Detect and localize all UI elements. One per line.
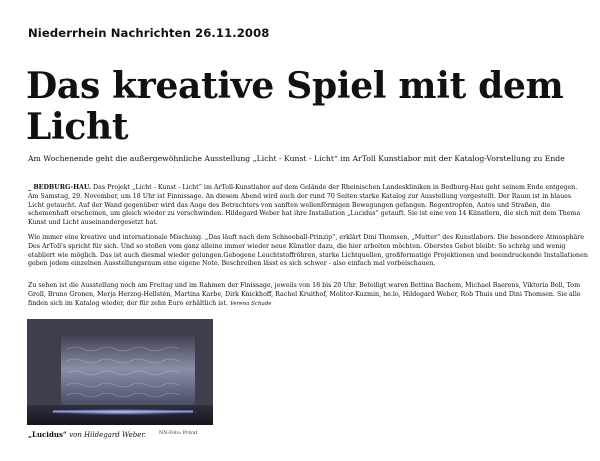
- dateline: _ BEDBURG-HAU.: [28, 184, 92, 191]
- subheadline: Am Wochenende geht die außergewöhnliche Ausstellung „Licht - Kunst - Licht“ im ArToll Kunstlabor mit der Katalog-Vorstellung zu Ende: [28, 154, 565, 163]
- paragraph-1-text: Das Projekt „Licht - Kunst - Licht“ im ArToll-Kunstlabor auf dem Gelände der Rheinischen Landeskliniken in Bedburg-Hau geht seinem Ende entgegen. Am Samstag, 29. November, um 18 Uhr ist Finnissage. An diesem Abend wird auch der rund 70 Seiten starke Katalog zur Ausstellung vorgestellt. Der Raum ist in blaues Licht getaucht. Auf der Wand gegenüber wird das Auge des Betrachters von sanften wellenförmigen Bewegungen gefangen. Regentropfen, Autos und Straßen, die schemenhaft erscheinen, um gleich wieder zu verschwinden. Hildegard Weber hat ihre Installation „Lucidus“ getauft. Sie ist eine von 14 Künstlern, die sich mit dem Thema Kunst und Licht auseinandergesetzt hat.: [28, 184, 581, 227]
- caption-author: von Hildegard Weber.: [66, 431, 147, 439]
- headline: Das kreative Spiel mit dem Licht: [26, 65, 564, 148]
- photo-caption: [28, 430, 146, 439]
- article-paragraph-3: [28, 282, 588, 308]
- article-paragraph-2: Wie immer eine kreative und internationale Mischung. „Das läuft nach dem Schneeball-Prinzip“, erklärt Dini Thomsen, „Mutter“ des Kunstlabors. Die besondere Atmosphäre Des ArToll's spricht für sich. Und so stoßen vom ganz alleine immer wieder neue Künstler dazu, die hier arbeiten möchten. Oberstes Gebot bleibt: So schräg und wenig etabliert wie möglich. Das ist auch diesmal wieder gelungen.Gebogene Leuchtstoffröhren, starke Lichtquellen, großformatige Projektionen und beeindruckende Installationen geben jedem einzelnen Ausstellungsraum eine eigene Note. Beschreiben lässt es sich schwer - also einfach mal vorbeischauen.: [28, 234, 588, 268]
- caption-title: „Lucidus“: [28, 430, 67, 439]
- installation-photo: [27, 319, 213, 425]
- author-signature: Verena Schade: [229, 300, 272, 307]
- lucidus-image: [27, 319, 213, 425]
- paragraph-3-text: Zu sehen ist die Ausstellung noch am Freitag und im Rahmen der Finissage, jeweils von 18 bis 20 Uhr. Beteiligt waren Bettina Bachem, Michael Baerens, Viktoria Bell, Tom Groll, Bruno Gronen, Merja Herzog-Hellstén, Martina Karbe, Dirk Knickhoff, Rachel Kruithof, Molitor-Kuzmin, he.lo, Hildegard Weber, Rob Thuis und Dini Thomsen. Sie alle finden sich im Katalog wieder, der für zehn Euro erhältlich ist.: [28, 282, 581, 307]
- article-paragraph-1: [28, 184, 588, 228]
- photo-credit: NN-Foto: Privat: [159, 431, 198, 436]
- source-line: Niederrhein Nachrichten 26.11.2008: [28, 26, 270, 40]
